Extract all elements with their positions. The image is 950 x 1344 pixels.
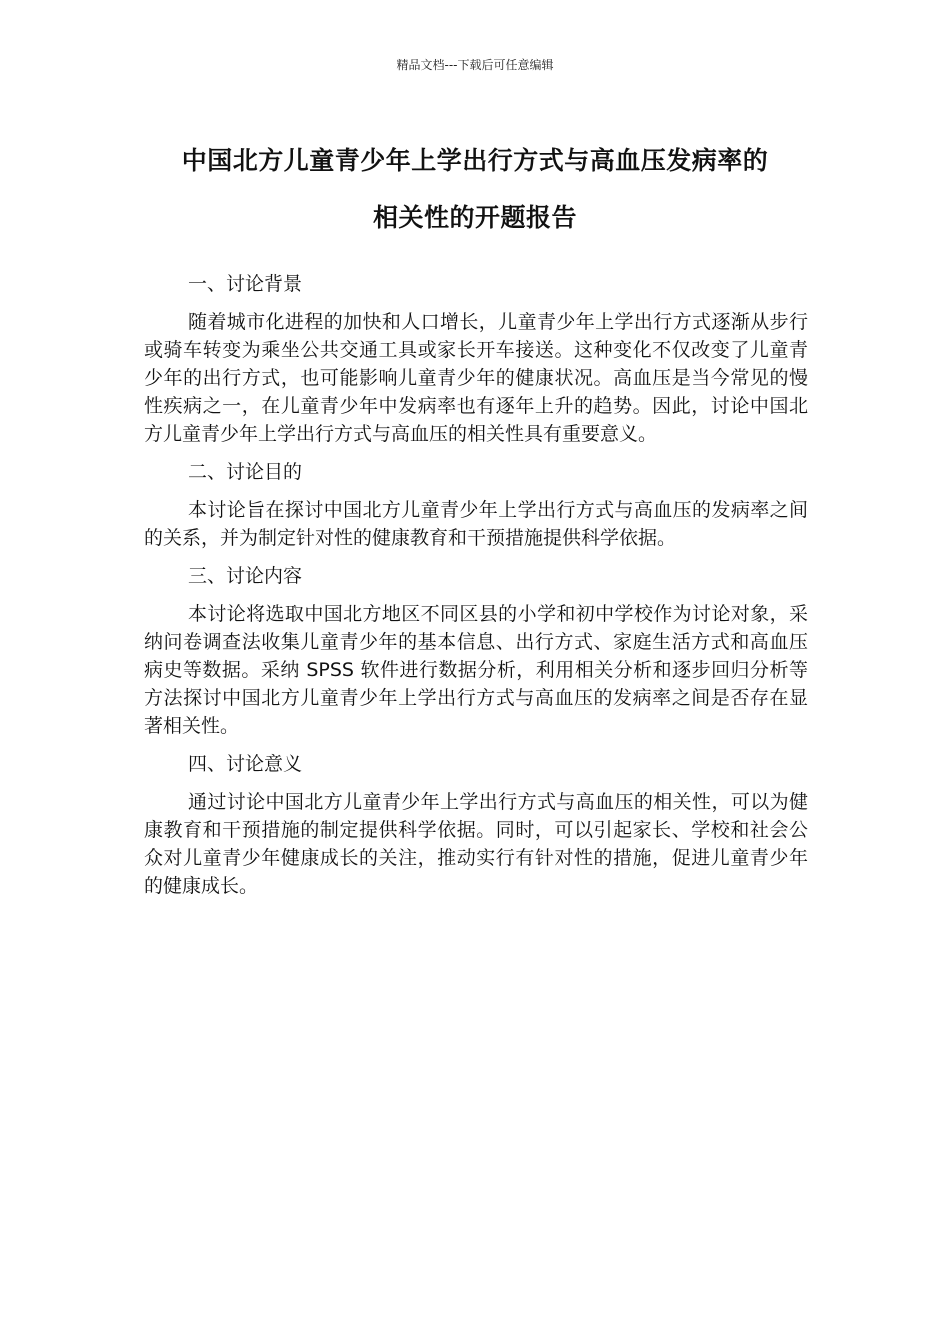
section-body-purpose: 本讨论旨在探讨中国北方儿童青少年上学出行方式与高血压的发病率之间的关系，并为制定针对性的健康教育和干预措施提供科学依据。 — [144, 499, 808, 549]
section-body-significance: 通过讨论中国北方儿童青少年上学出行方式与高血压的相关性，可以为健康教育和干预措施的制定提供科学依据。同时，可以引起家长、学校和社会公众对儿童青少年健康成长的关注，推动实行有针对性的措施，促进儿童青少年的健康成长。 — [144, 791, 808, 897]
section-heading-significance: 四、讨论意义 — [188, 753, 303, 775]
title-line-1: 中国北方儿童青少年上学出行方式与高血压发病率的 — [181, 146, 769, 175]
document-body — [144, 270, 808, 910]
section-heading-content: 三、讨论内容 — [188, 565, 303, 587]
section-heading-purpose: 二、讨论目的 — [188, 461, 303, 483]
section-body-content: 本讨论将选取中国北方地区不同区县的小学和初中学校作为讨论对象，采纳问卷调查法收集儿童青少年的基本信息、出行方式、家庭生活方式和高血压病史等数据。采纳 SPSS 软件进行数据分析，利用相关分析和逐步回归分析等方法探讨中国北方儿童青少年上学出行方式与高血压的发病率之间是否存在显著相关性。 — [144, 603, 808, 737]
header-note: 精品文档---下载后可任意编辑 — [396, 58, 554, 72]
section-heading-background: 一、讨论背景 — [188, 273, 303, 295]
title-line-2: 相关性的开题报告 — [372, 203, 577, 232]
section-body-background: 随着城市化进程的加快和人口增长，儿童青少年上学出行方式逐渐从步行或骑车转变为乘坐公共交通工具或家长开车接送。这种变化不仅改变了儿童青少年的出行方式，也可能影响儿童青少年的健康状况。高血压是当今常见的慢性疾病之一，在儿童青少年中发病率也有逐年上升的趋势。因此，讨论中国北方儿童青少年上学出行方式与高血压的相关性具有重要意义。 — [144, 311, 808, 445]
document-title — [130, 132, 820, 246]
